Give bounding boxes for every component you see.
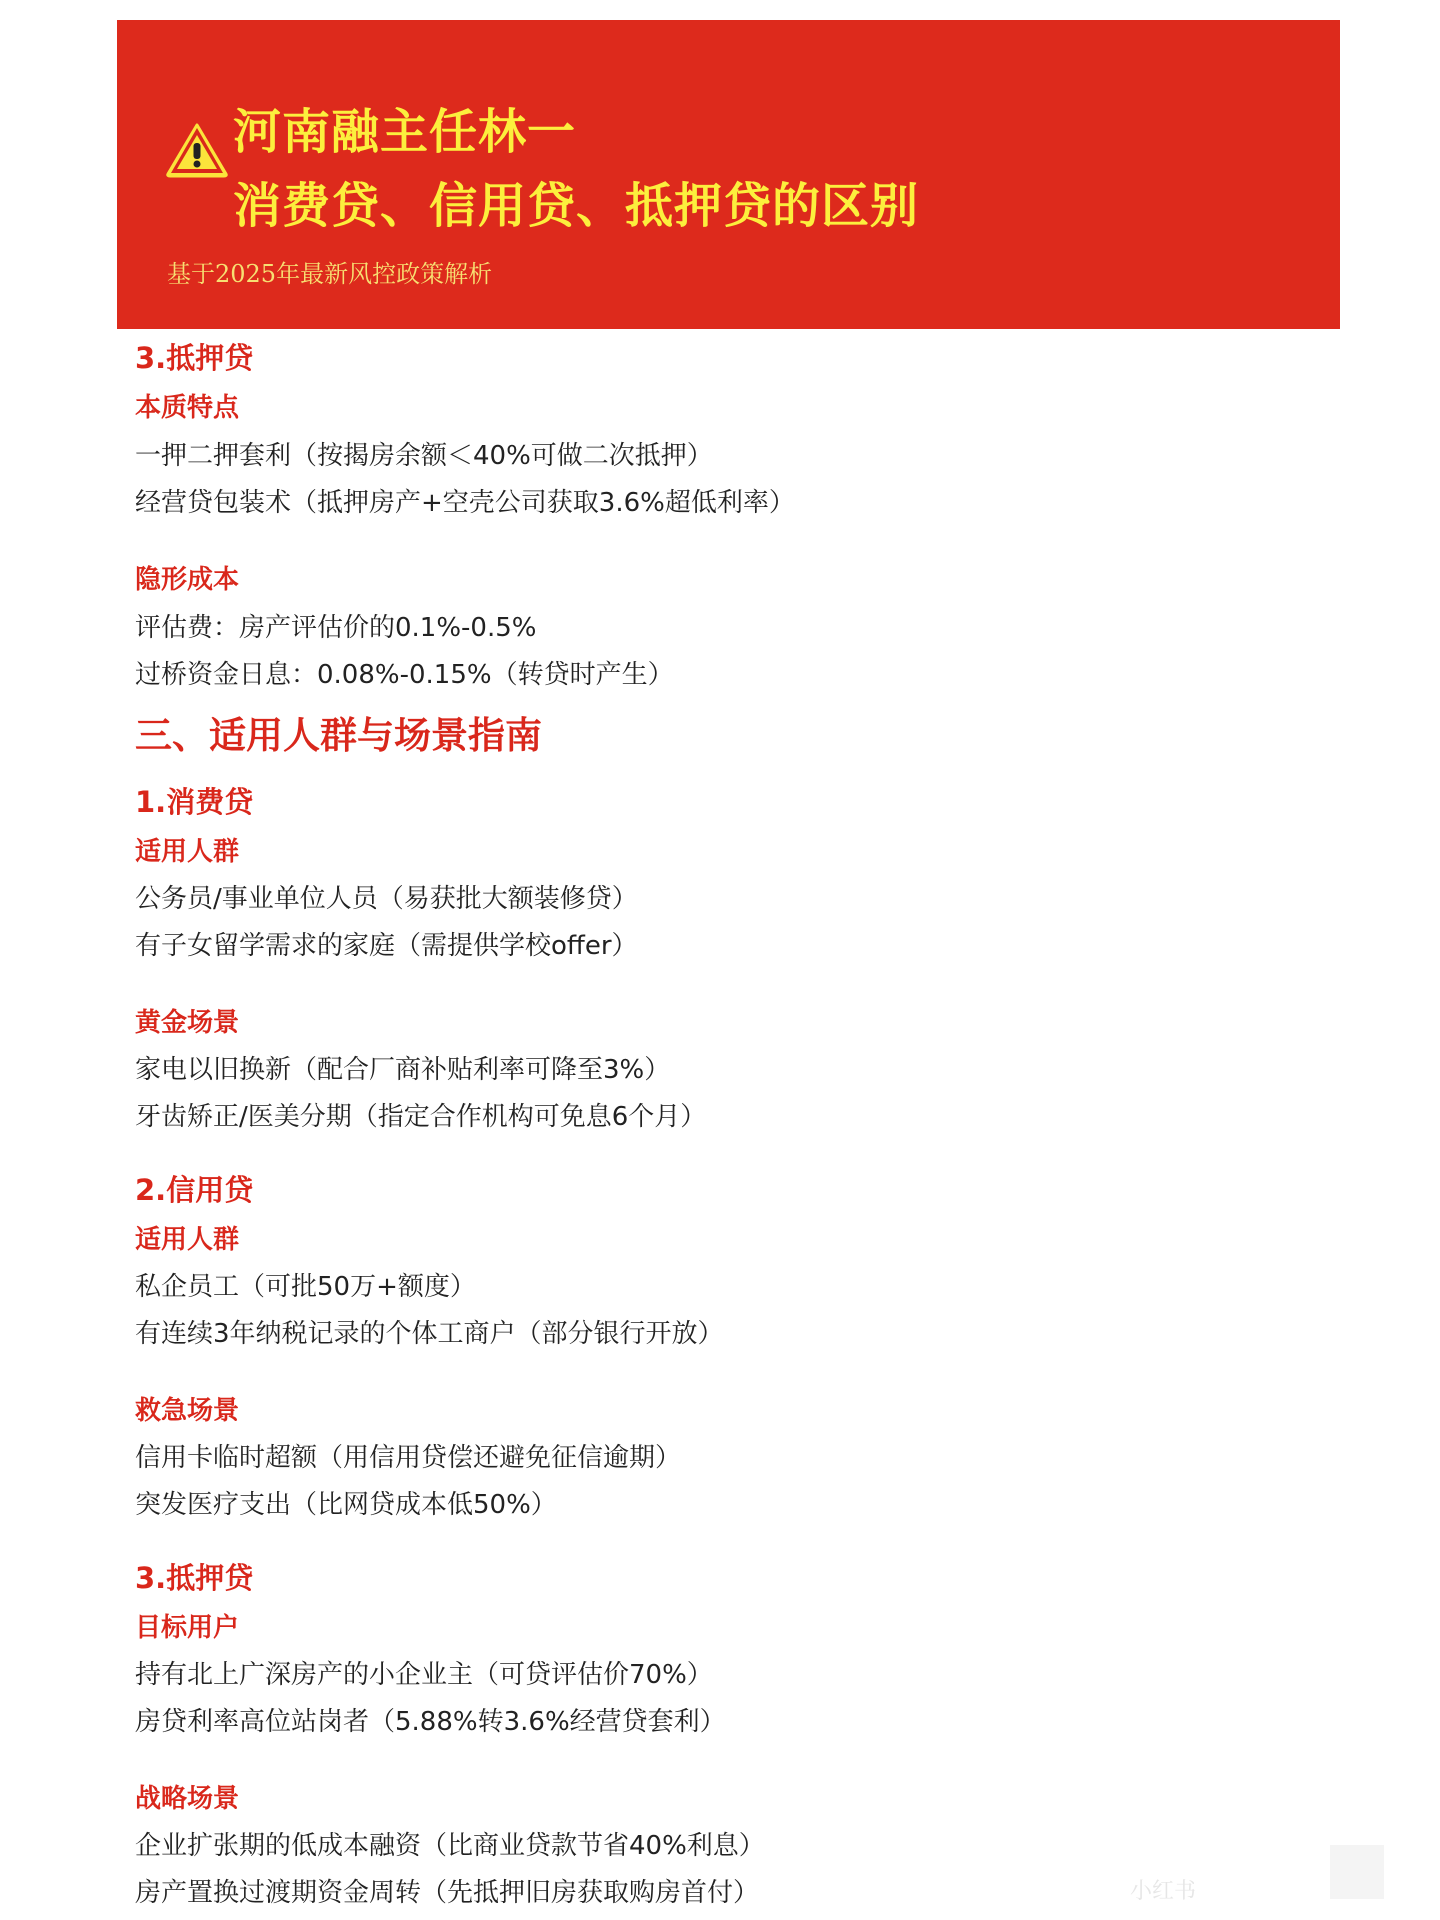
list-item: 私企员工（可批50万+额度） bbox=[135, 1272, 476, 1302]
banner-title-line1: 河南融主任林一 bbox=[233, 104, 577, 160]
warning-icon bbox=[165, 122, 229, 178]
mortgage-section-heading: 3.抵押贷 bbox=[135, 1561, 254, 1595]
mortgage-scenes-heading: 战略场景 bbox=[135, 1784, 240, 1814]
list-item: 信用卡临时超额（用信用贷偿还避免征信逾期） bbox=[135, 1443, 682, 1473]
list-item: 牙齿矫正/医美分期（指定合作机构可免息6个月） bbox=[135, 1102, 707, 1132]
watermark: 小红书 bbox=[1130, 1879, 1197, 1904]
mortgage-loan-heading: 3.抵押贷 bbox=[135, 341, 254, 375]
list-item: 企业扩张期的低成本融资（比商业贷款节省40%利息） bbox=[135, 1831, 765, 1861]
list-item: 突发医疗支出（比网贷成本低50%） bbox=[135, 1490, 557, 1520]
list-item: 评估费：房产评估价的0.1%-0.5% bbox=[135, 613, 537, 643]
banner-subtitle: 基于2025年最新风控政策解析 bbox=[167, 260, 493, 288]
section-three-heading: 三、适用人群与场景指南 bbox=[135, 714, 542, 757]
list-item: 房贷利率高位站岗者（5.88%转3.6%经营贷套利） bbox=[135, 1707, 726, 1737]
consumer-groups-heading: 适用人群 bbox=[135, 837, 240, 867]
list-item: 公务员/事业单位人员（易获批大额装修贷） bbox=[135, 884, 638, 914]
list-item: 房产置换过渡期资金周转（先抵押旧房获取购房首付） bbox=[135, 1878, 760, 1908]
list-item: 一押二押套利（按揭房余额＜40%可做二次抵押） bbox=[135, 441, 713, 471]
list-item: 有连续3年纳税记录的个体工商户（部分银行开放） bbox=[135, 1319, 724, 1349]
consumer-loan-heading: 1.消费贷 bbox=[135, 785, 254, 819]
credit-groups-heading: 适用人群 bbox=[135, 1225, 240, 1255]
list-item: 有子女留学需求的家庭（需提供学校offer） bbox=[135, 931, 638, 961]
header-banner bbox=[117, 20, 1340, 329]
list-item: 过桥资金日息：0.08%-0.15%（转贷时产生） bbox=[135, 660, 674, 690]
consumer-scenes-heading: 黄金场景 bbox=[135, 1008, 240, 1038]
list-item: 家电以旧换新（配合厂商补贴利率可降至3%） bbox=[135, 1055, 671, 1085]
hidden-cost-heading: 隐形成本 bbox=[135, 565, 240, 595]
banner-title-line2: 消费贷、信用贷、抵押贷的区别 bbox=[233, 178, 920, 234]
list-item: 持有北上广深房产的小企业主（可贷评估价70%） bbox=[135, 1660, 713, 1690]
credit-scenes-heading: 救急场景 bbox=[135, 1396, 240, 1426]
essence-heading: 本质特点 bbox=[135, 393, 240, 423]
mortgage-groups-heading: 目标用户 bbox=[135, 1613, 240, 1643]
credit-loan-heading: 2.信用贷 bbox=[135, 1173, 254, 1207]
corner-badge bbox=[1330, 1845, 1384, 1899]
list-item: 经营贷包装术（抵押房产+空壳公司获取3.6%超低利率） bbox=[135, 488, 795, 518]
